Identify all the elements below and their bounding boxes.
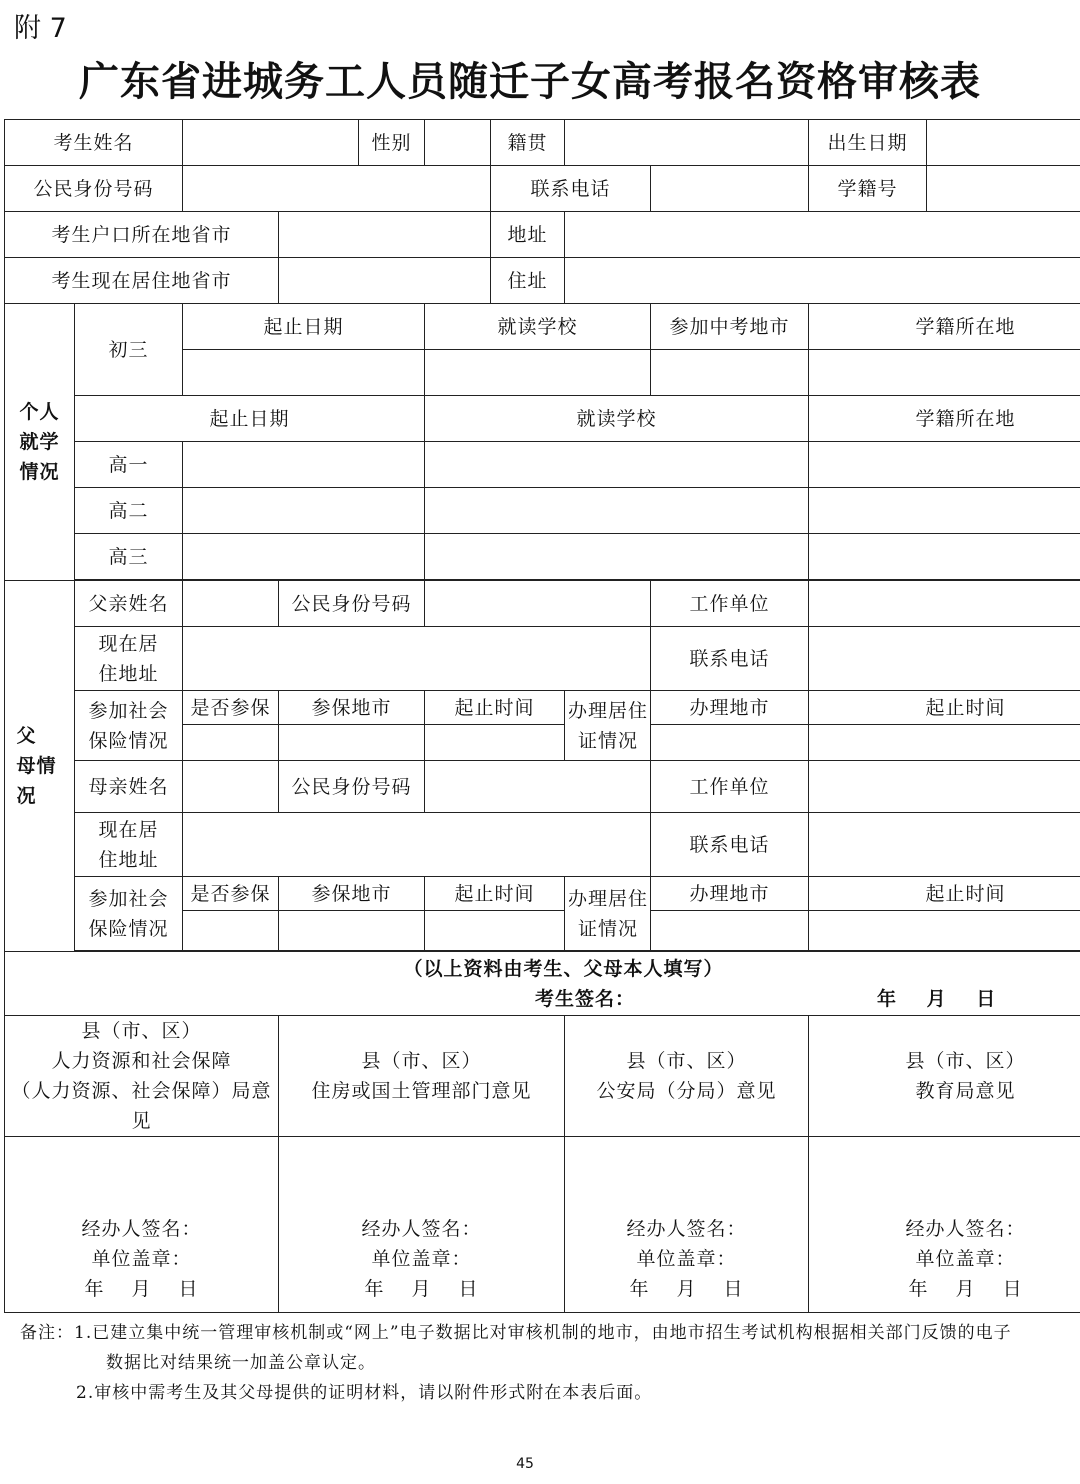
opinion-police-line2: 公安局（分局）意见 — [596, 1080, 777, 1102]
input-father-phone[interactable] — [809, 627, 1080, 691]
input-residence-addr[interactable] — [565, 258, 1080, 304]
input-father-work[interactable] — [809, 581, 1080, 627]
header-g9-period: 起止日期 — [183, 304, 425, 350]
officer-sign-police: 经办人签名： — [626, 1218, 747, 1240]
label-origin: 籍贯 — [491, 120, 565, 166]
applicant-signature-date: 年 月 日 — [877, 987, 997, 1010]
header-mother-insured: 是否参保 — [183, 877, 279, 911]
label-father-name: 父亲姓名 — [75, 581, 183, 627]
officer-seal-police: 单位盖章： — [636, 1248, 737, 1270]
remarks — [20, 1318, 1080, 1408]
opinion-hr-line3: （人力资源、社会保障）局意见 — [11, 1080, 272, 1132]
officer-sign-housing: 经办人签名： — [361, 1218, 482, 1240]
label-address: 地址 — [491, 212, 565, 258]
label-grade11: 高二 — [75, 488, 183, 534]
input-mother-ins-period[interactable] — [425, 911, 565, 951]
input-g9-status[interactable] — [809, 350, 1080, 396]
input-name[interactable] — [183, 120, 359, 166]
input-g10-school[interactable] — [425, 442, 809, 488]
label-father-id: 公民身份号码 — [279, 581, 425, 627]
header-mother-ins-period: 起止时间 — [425, 877, 565, 911]
opinion-header-police — [565, 1016, 809, 1137]
input-father-addr[interactable] — [183, 627, 651, 691]
label-father-insurance — [75, 691, 183, 761]
header-father-permit-period: 起止时间 — [809, 691, 1080, 725]
header-hs-status: 学籍所在地 — [809, 396, 1080, 442]
header-hs-period: 起止日期 — [75, 396, 425, 442]
header-zhongkao-city: 参加中考地市 — [651, 304, 809, 350]
officer-date-housing: 年 月 日 — [364, 1278, 479, 1300]
header-mother-permit-city: 办理地市 — [651, 877, 809, 911]
input-g12-status[interactable] — [809, 534, 1080, 580]
header-father-ins-city: 参保地市 — [279, 691, 425, 725]
input-mother-name[interactable] — [183, 761, 279, 813]
label-residence-addr: 住址 — [491, 258, 565, 304]
section-personal-study — [5, 304, 75, 581]
page-number: 45 — [516, 1456, 534, 1472]
input-birth[interactable] — [927, 120, 1080, 166]
remarks-line2: 数据比对结果统一加盖公章认定。 — [106, 1353, 376, 1373]
label-id: 公民身份号码 — [5, 166, 183, 212]
input-g9-period[interactable] — [183, 350, 425, 396]
input-mother-work[interactable] — [809, 761, 1080, 813]
input-zhongkao-city[interactable] — [651, 350, 809, 396]
input-origin[interactable] — [565, 120, 809, 166]
input-mother-addr[interactable] — [183, 813, 651, 877]
input-student-no[interactable] — [927, 166, 1080, 212]
applicant-signature-label: 考生签名： — [535, 987, 636, 1010]
opinion-box-police[interactable] — [565, 1137, 809, 1313]
section-parents — [5, 581, 75, 952]
label-mother-name: 母亲姓名 — [75, 761, 183, 813]
label-mother-phone: 联系电话 — [651, 813, 809, 877]
opinion-hr-line2: 人力资源和社会保障 — [51, 1050, 232, 1072]
input-mother-phone[interactable] — [809, 813, 1080, 877]
label-mother-insurance — [75, 877, 183, 951]
opinion-police-line1: 县（市、区） — [626, 1050, 747, 1072]
input-g11-status[interactable] — [809, 488, 1080, 534]
opinion-housing-line1: 县（市、区） — [361, 1050, 482, 1072]
label-father-addr-text: 现在居住地址 — [98, 632, 159, 685]
label-name: 考生姓名 — [5, 120, 183, 166]
label-father-permit — [565, 691, 651, 761]
applicant-signature-line — [5, 984, 1080, 1014]
filled-by-section — [5, 952, 1080, 1016]
opinion-hr-line1: 县（市、区） — [81, 1020, 202, 1042]
input-father-ins-city[interactable] — [279, 725, 425, 761]
opinion-header-housing — [279, 1016, 565, 1137]
label-mother-id: 公民身份号码 — [279, 761, 425, 813]
review-form-table — [4, 119, 1080, 1313]
label-mother-permit — [565, 877, 651, 951]
input-g11-period[interactable] — [183, 488, 425, 534]
label-mother-insurance-text: 参加社会保险情况 — [88, 887, 169, 940]
input-father-insured[interactable] — [183, 725, 279, 761]
input-father-name[interactable] — [183, 581, 279, 627]
input-hukou[interactable] — [279, 212, 491, 258]
input-father-permit-city[interactable] — [651, 725, 809, 761]
label-grade10: 高一 — [75, 442, 183, 488]
officer-date-hr: 年 月 日 — [84, 1278, 199, 1300]
opinion-box-hr[interactable] — [5, 1137, 279, 1313]
opinion-box-education[interactable] — [809, 1137, 1080, 1313]
opinion-education-line1: 县（市、区） — [905, 1050, 1026, 1072]
input-father-ins-period[interactable] — [425, 725, 565, 761]
label-father-permit-text: 办理居住证情况 — [568, 699, 649, 752]
remarks-line3: 2.审核中需考生及其父母提供的证明材料，请以附件形式附在本表后面。 — [76, 1383, 653, 1403]
officer-seal-hr: 单位盖章： — [91, 1248, 192, 1270]
header-father-ins-period: 起止时间 — [425, 691, 565, 725]
input-mother-insured[interactable] — [183, 911, 279, 951]
opinion-header-hr — [5, 1016, 279, 1137]
input-address[interactable] — [565, 212, 1080, 258]
header-mother-ins-city: 参保地市 — [279, 877, 425, 911]
input-gender[interactable] — [425, 120, 491, 166]
page-title: 广东省进城务工人员随迁子女高考报名资格审核表 — [79, 59, 981, 105]
label-hukou: 考生户口所在地省市 — [5, 212, 279, 258]
officer-date-police: 年 月 日 — [629, 1278, 744, 1300]
remarks-line1: 备注：1.已建立集中统一管理审核机制或“网上”电子数据比对审核机制的地市，由地市招生考试机构根据相关部门反馈的电子 — [20, 1323, 1012, 1343]
input-g9-school[interactable] — [425, 350, 651, 396]
input-father-permit-period[interactable] — [809, 725, 1080, 761]
label-father-insurance-text: 参加社会保险情况 — [88, 699, 169, 752]
input-mother-permit-period[interactable] — [809, 911, 1080, 951]
label-grade12: 高三 — [75, 534, 183, 580]
label-mother-addr — [75, 813, 183, 877]
label-father-phone: 联系电话 — [651, 627, 809, 691]
opinion-housing-line2: 住房或国土管理部门意见 — [311, 1080, 532, 1102]
header-father-permit-city: 办理地市 — [651, 691, 809, 725]
input-mother-ins-city[interactable] — [279, 911, 425, 951]
header-g9-school: 就读学校 — [425, 304, 651, 350]
input-id[interactable] — [183, 166, 491, 212]
input-g11-school[interactable] — [425, 488, 809, 534]
input-mother-permit-city[interactable] — [651, 911, 809, 951]
label-father-work: 工作单位 — [651, 581, 809, 627]
label-father-addr — [75, 627, 183, 691]
section-personal-study-label: 个人就学情况 — [19, 401, 60, 483]
label-grade9: 初三 — [75, 304, 183, 396]
label-birth: 出生日期 — [809, 120, 927, 166]
input-g10-period[interactable] — [183, 442, 425, 488]
label-gender: 性别 — [359, 120, 425, 166]
label-phone: 联系电话 — [491, 166, 651, 212]
header-hs-school: 就读学校 — [425, 396, 809, 442]
opinion-box-housing[interactable] — [279, 1137, 565, 1313]
input-mother-id[interactable] — [425, 761, 651, 813]
officer-seal-housing: 单位盖章： — [371, 1248, 472, 1270]
header-mother-permit-period: 起止时间 — [809, 877, 1080, 911]
input-phone[interactable] — [651, 166, 809, 212]
label-student-no: 学籍号 — [809, 166, 927, 212]
label-mother-addr-text: 现在居住地址 — [98, 818, 159, 871]
officer-seal-education: 单位盖章： — [915, 1248, 1016, 1270]
input-father-id[interactable] — [425, 581, 651, 627]
label-mother-work: 工作单位 — [651, 761, 809, 813]
opinion-education-line2: 教育局意见 — [915, 1080, 1016, 1102]
label-residence: 考生现在居住地省市 — [5, 258, 279, 304]
input-residence[interactable] — [279, 258, 491, 304]
header-father-insured: 是否参保 — [183, 691, 279, 725]
label-mother-permit-text: 办理居住证情况 — [568, 887, 649, 940]
opinion-header-education — [809, 1016, 1080, 1137]
header-g9-status: 学籍所在地 — [809, 304, 1080, 350]
input-g10-status[interactable] — [809, 442, 1080, 488]
annex-label: 附 7 — [14, 13, 67, 44]
officer-sign-hr: 经办人签名： — [81, 1218, 202, 1240]
officer-sign-education: 经办人签名： — [905, 1218, 1026, 1240]
input-g12-school[interactable] — [425, 534, 809, 580]
section-parents-label: 父 母情况 — [16, 725, 57, 807]
officer-date-education: 年 月 日 — [908, 1278, 1023, 1300]
filled-by-note: （以上资料由考生、父母本人填写） — [403, 957, 724, 980]
input-g12-period[interactable] — [183, 534, 425, 580]
